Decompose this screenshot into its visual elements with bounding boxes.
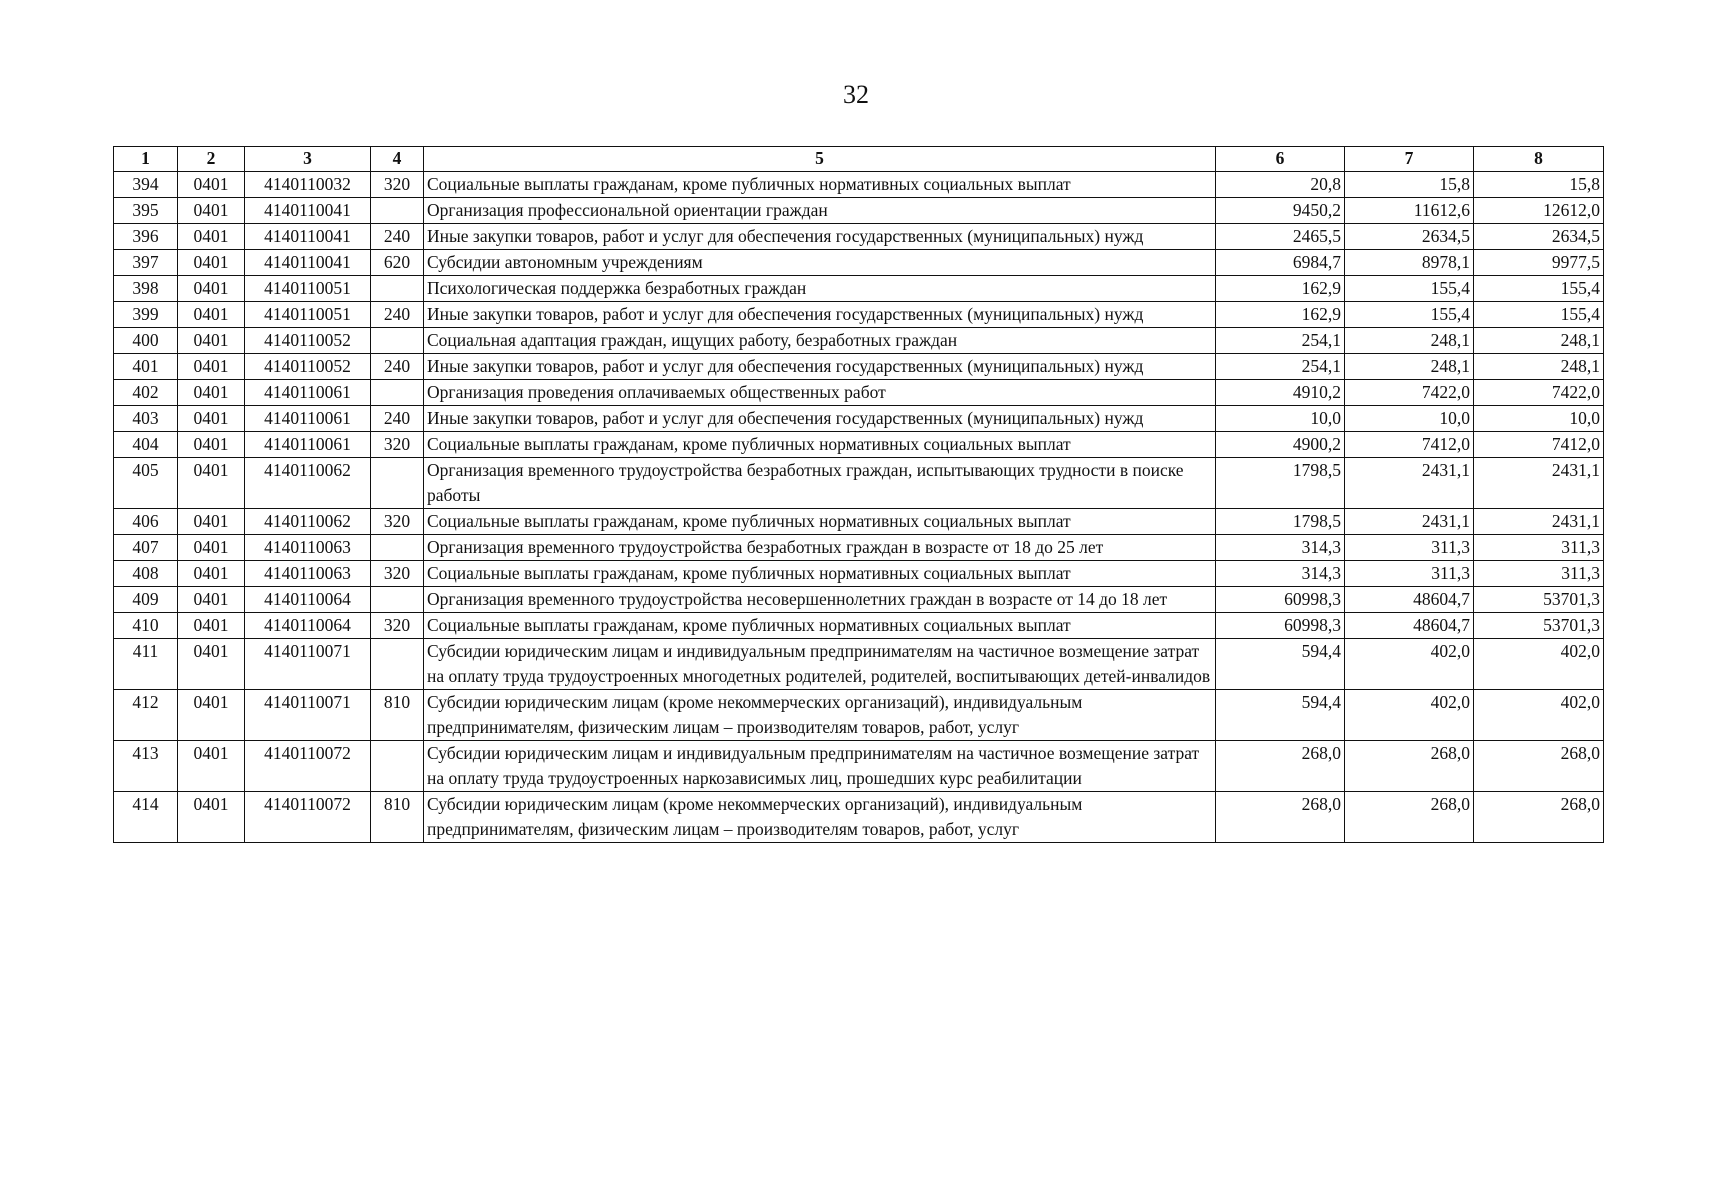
header-col-8: 8	[1474, 147, 1604, 172]
value-col-6: 594,4	[1216, 690, 1345, 741]
value-col-7: 11612,6	[1345, 198, 1474, 224]
expense-type-code: 320	[371, 432, 424, 458]
value-col-8: 248,1	[1474, 354, 1604, 380]
table-row	[114, 302, 1604, 328]
target-article-code: 4140110063	[245, 561, 371, 587]
header-col-3: 3	[245, 147, 371, 172]
value-col-8: 53701,3	[1474, 587, 1604, 613]
value-col-8: 53701,3	[1474, 613, 1604, 639]
value-col-7: 402,0	[1345, 690, 1474, 741]
target-article-code: 4140110051	[245, 276, 371, 302]
value-col-7: 10,0	[1345, 406, 1474, 432]
expense-type-code: 240	[371, 354, 424, 380]
section-code: 0401	[178, 172, 245, 198]
expense-type-code: 240	[371, 406, 424, 432]
table-row	[114, 613, 1604, 639]
value-col-6: 1798,5	[1216, 458, 1345, 509]
value-col-8: 311,3	[1474, 561, 1604, 587]
value-col-7: 7412,0	[1345, 432, 1474, 458]
value-col-6: 162,9	[1216, 302, 1345, 328]
value-col-6: 268,0	[1216, 741, 1345, 792]
target-article-code: 4140110072	[245, 792, 371, 843]
table-row	[114, 432, 1604, 458]
row-description: Организация временного трудоустройства несовершеннолетних граждан в возрасте от 14 до 18 лет	[424, 587, 1216, 613]
target-article-code: 4140110072	[245, 741, 371, 792]
table-row	[114, 741, 1604, 792]
expense-type-code: 240	[371, 302, 424, 328]
row-description: Социальные выплаты гражданам, кроме публичных нормативных социальных выплат	[424, 613, 1216, 639]
value-col-6: 4900,2	[1216, 432, 1345, 458]
row-number: 408	[114, 561, 178, 587]
row-number: 405	[114, 458, 178, 509]
value-col-6: 254,1	[1216, 354, 1345, 380]
table-row	[114, 354, 1604, 380]
value-col-8: 155,4	[1474, 276, 1604, 302]
row-number: 407	[114, 535, 178, 561]
budget-table	[113, 146, 1604, 843]
row-description: Социальные выплаты гражданам, кроме публичных нормативных социальных выплат	[424, 509, 1216, 535]
section-code: 0401	[178, 613, 245, 639]
row-number: 403	[114, 406, 178, 432]
table-row	[114, 690, 1604, 741]
row-number: 399	[114, 302, 178, 328]
header-col-6: 6	[1216, 147, 1345, 172]
value-col-7: 268,0	[1345, 741, 1474, 792]
value-col-6: 314,3	[1216, 561, 1345, 587]
header-col-2: 2	[178, 147, 245, 172]
value-col-6: 60998,3	[1216, 587, 1345, 613]
value-col-7: 155,4	[1345, 302, 1474, 328]
value-col-7: 48604,7	[1345, 587, 1474, 613]
table-row	[114, 535, 1604, 561]
row-description: Организация проведения оплачиваемых общественных работ	[424, 380, 1216, 406]
value-col-8: 2431,1	[1474, 458, 1604, 509]
value-col-8: 268,0	[1474, 741, 1604, 792]
row-number: 394	[114, 172, 178, 198]
expense-type-code: 240	[371, 224, 424, 250]
value-col-6: 60998,3	[1216, 613, 1345, 639]
value-col-6: 6984,7	[1216, 250, 1345, 276]
table-row	[114, 406, 1604, 432]
section-code: 0401	[178, 406, 245, 432]
table-row	[114, 792, 1604, 843]
expense-type-code: 810	[371, 690, 424, 741]
row-number: 395	[114, 198, 178, 224]
section-code: 0401	[178, 302, 245, 328]
row-number: 413	[114, 741, 178, 792]
target-article-code: 4140110062	[245, 509, 371, 535]
value-col-7: 8978,1	[1345, 250, 1474, 276]
row-description: Субсидии автономным учреждениям	[424, 250, 1216, 276]
value-col-6: 20,8	[1216, 172, 1345, 198]
value-col-6: 594,4	[1216, 639, 1345, 690]
section-code: 0401	[178, 276, 245, 302]
value-col-8: 268,0	[1474, 792, 1604, 843]
header-col-4: 4	[371, 147, 424, 172]
section-code: 0401	[178, 198, 245, 224]
value-col-6: 314,3	[1216, 535, 1345, 561]
row-number: 409	[114, 587, 178, 613]
section-code: 0401	[178, 535, 245, 561]
row-description: Субсидии юридическим лицам и индивидуальным предпринимателям на частичное возмещение затрат на оплату труда трудоустроенных наркозависимых лиц, прошедших курс реабилитации	[424, 741, 1216, 792]
table-row	[114, 172, 1604, 198]
row-description: Субсидии юридическим лицам и индивидуальным предпринимателям на частичное возмещение затрат на оплату труда трудоустроенных многодетных родителей, родителей, воспитывающих детей-инвалидов	[424, 639, 1216, 690]
expense-type-code: 320	[371, 613, 424, 639]
row-description: Иные закупки товаров, работ и услуг для обеспечения государственных (муниципальных) нужд	[424, 302, 1216, 328]
value-col-6: 162,9	[1216, 276, 1345, 302]
table-row	[114, 639, 1604, 690]
section-code: 0401	[178, 690, 245, 741]
target-article-code: 4140110041	[245, 224, 371, 250]
value-col-8: 2634,5	[1474, 224, 1604, 250]
expense-type-code: 320	[371, 509, 424, 535]
expense-type-code: 810	[371, 792, 424, 843]
value-col-8: 12612,0	[1474, 198, 1604, 224]
target-article-code: 4140110041	[245, 198, 371, 224]
target-article-code: 4140110061	[245, 432, 371, 458]
value-col-8: 7412,0	[1474, 432, 1604, 458]
value-col-6: 254,1	[1216, 328, 1345, 354]
section-code: 0401	[178, 250, 245, 276]
row-number: 400	[114, 328, 178, 354]
value-col-7: 248,1	[1345, 328, 1474, 354]
expense-type-code	[371, 198, 424, 224]
row-description: Субсидии юридическим лицам (кроме некоммерческих организаций), индивидуальным предпринимателям, физическим лицам – производителям товаров, работ, услуг	[424, 690, 1216, 741]
value-col-8: 7422,0	[1474, 380, 1604, 406]
value-col-7: 15,8	[1345, 172, 1474, 198]
target-article-code: 4140110064	[245, 587, 371, 613]
value-col-8: 9977,5	[1474, 250, 1604, 276]
row-description: Психологическая поддержка безработных граждан	[424, 276, 1216, 302]
target-article-code: 4140110064	[245, 613, 371, 639]
target-article-code: 4140110041	[245, 250, 371, 276]
target-article-code: 4140110063	[245, 535, 371, 561]
expense-type-code	[371, 458, 424, 509]
header-col-5: 5	[424, 147, 1216, 172]
row-description: Иные закупки товаров, работ и услуг для обеспечения государственных (муниципальных) нужд	[424, 406, 1216, 432]
target-article-code: 4140110061	[245, 406, 371, 432]
expense-type-code	[371, 276, 424, 302]
value-col-7: 2634,5	[1345, 224, 1474, 250]
expense-type-code	[371, 587, 424, 613]
value-col-7: 268,0	[1345, 792, 1474, 843]
value-col-8: 248,1	[1474, 328, 1604, 354]
target-article-code: 4140110052	[245, 354, 371, 380]
value-col-6: 10,0	[1216, 406, 1345, 432]
value-col-7: 2431,1	[1345, 509, 1474, 535]
section-code: 0401	[178, 741, 245, 792]
value-col-6: 4910,2	[1216, 380, 1345, 406]
expense-type-code	[371, 535, 424, 561]
row-description: Иные закупки товаров, работ и услуг для обеспечения государственных (муниципальных) нужд	[424, 354, 1216, 380]
value-col-8: 311,3	[1474, 535, 1604, 561]
target-article-code: 4140110051	[245, 302, 371, 328]
row-description: Социальные выплаты гражданам, кроме публичных нормативных социальных выплат	[424, 432, 1216, 458]
value-col-8: 402,0	[1474, 690, 1604, 741]
section-code: 0401	[178, 509, 245, 535]
value-col-7: 311,3	[1345, 535, 1474, 561]
section-code: 0401	[178, 458, 245, 509]
table-row	[114, 198, 1604, 224]
value-col-8: 15,8	[1474, 172, 1604, 198]
row-number: 397	[114, 250, 178, 276]
section-code: 0401	[178, 792, 245, 843]
value-col-6: 1798,5	[1216, 509, 1345, 535]
row-description: Социальные выплаты гражданам, кроме публичных нормативных социальных выплат	[424, 172, 1216, 198]
table-row	[114, 250, 1604, 276]
row-description: Социальная адаптация граждан, ищущих работу, безработных граждан	[424, 328, 1216, 354]
expense-type-code	[371, 639, 424, 690]
section-code: 0401	[178, 224, 245, 250]
page-number: 32	[843, 80, 869, 109]
row-description: Организация профессиональной ориентации граждан	[424, 198, 1216, 224]
value-col-7: 311,3	[1345, 561, 1474, 587]
section-code: 0401	[178, 639, 245, 690]
value-col-8: 402,0	[1474, 639, 1604, 690]
header-row	[114, 147, 1604, 172]
header-col-1: 1	[114, 147, 178, 172]
row-description: Организация временного трудоустройства безработных граждан, испытывающих трудности в поиске работы	[424, 458, 1216, 509]
target-article-code: 4140110071	[245, 690, 371, 741]
table-row	[114, 276, 1604, 302]
section-code: 0401	[178, 561, 245, 587]
table-row	[114, 561, 1604, 587]
section-code: 0401	[178, 328, 245, 354]
row-number: 414	[114, 792, 178, 843]
value-col-7: 7422,0	[1345, 380, 1474, 406]
value-col-8: 155,4	[1474, 302, 1604, 328]
value-col-7: 155,4	[1345, 276, 1474, 302]
expense-type-code: 620	[371, 250, 424, 276]
value-col-6: 9450,2	[1216, 198, 1345, 224]
value-col-8: 10,0	[1474, 406, 1604, 432]
row-number: 412	[114, 690, 178, 741]
target-article-code: 4140110052	[245, 328, 371, 354]
table-header	[114, 147, 1604, 172]
section-code: 0401	[178, 587, 245, 613]
row-number: 406	[114, 509, 178, 535]
row-number: 401	[114, 354, 178, 380]
table-row	[114, 458, 1604, 509]
row-number: 411	[114, 639, 178, 690]
expense-type-code: 320	[371, 561, 424, 587]
table-row	[114, 380, 1604, 406]
table-body	[114, 172, 1604, 843]
row-number: 398	[114, 276, 178, 302]
table-row	[114, 509, 1604, 535]
section-code: 0401	[178, 380, 245, 406]
target-article-code: 4140110062	[245, 458, 371, 509]
value-col-6: 2465,5	[1216, 224, 1345, 250]
row-description: Социальные выплаты гражданам, кроме публичных нормативных социальных выплат	[424, 561, 1216, 587]
expense-type-code	[371, 741, 424, 792]
table-row	[114, 328, 1604, 354]
row-number: 404	[114, 432, 178, 458]
value-col-6: 268,0	[1216, 792, 1345, 843]
expense-type-code	[371, 380, 424, 406]
target-article-code: 4140110061	[245, 380, 371, 406]
section-code: 0401	[178, 432, 245, 458]
expense-type-code: 320	[371, 172, 424, 198]
section-code: 0401	[178, 354, 245, 380]
value-col-7: 402,0	[1345, 639, 1474, 690]
row-number: 410	[114, 613, 178, 639]
row-description: Субсидии юридическим лицам (кроме некоммерческих организаций), индивидуальным предпринимателям, физическим лицам – производителям товаров, работ, услуг	[424, 792, 1216, 843]
value-col-7: 248,1	[1345, 354, 1474, 380]
value-col-7: 2431,1	[1345, 458, 1474, 509]
row-number: 402	[114, 380, 178, 406]
target-article-code: 4140110071	[245, 639, 371, 690]
row-number: 396	[114, 224, 178, 250]
row-description: Организация временного трудоустройства безработных граждан в возрасте от 18 до 25 лет	[424, 535, 1216, 561]
row-description: Иные закупки товаров, работ и услуг для обеспечения государственных (муниципальных) нужд	[424, 224, 1216, 250]
value-col-7: 48604,7	[1345, 613, 1474, 639]
table-row	[114, 587, 1604, 613]
expense-type-code	[371, 328, 424, 354]
table-row	[114, 224, 1604, 250]
target-article-code: 4140110032	[245, 172, 371, 198]
header-col-7: 7	[1345, 147, 1474, 172]
value-col-8: 2431,1	[1474, 509, 1604, 535]
